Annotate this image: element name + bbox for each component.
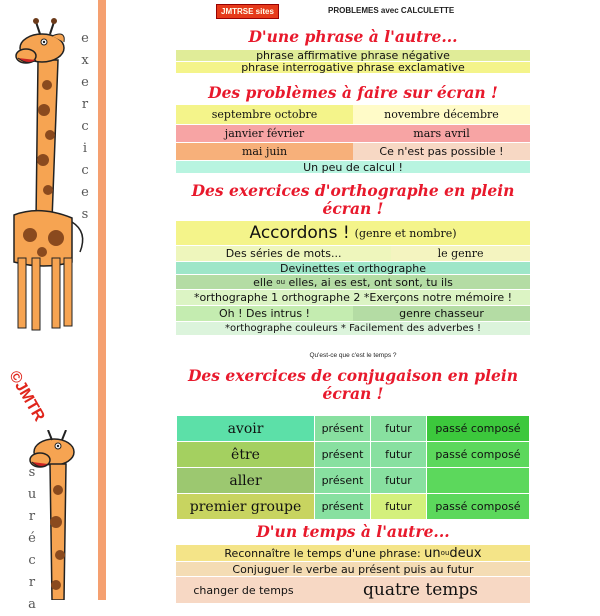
- jmtr-logo: ©JMTR: [5, 368, 48, 425]
- vtext-letter: a: [28, 597, 36, 612]
- link-novembre-decembre[interactable]: novembre décembre: [353, 105, 530, 125]
- vtext-letter: s: [28, 465, 36, 480]
- giraffe-top-illustration: [0, 0, 110, 340]
- link-changer-de-temps[interactable]: changer de temps: [176, 577, 311, 604]
- vertical-text-sur-ecran: [26, 462, 38, 616]
- avoir-passe-compose[interactable]: passé composé: [427, 416, 529, 441]
- main-content: [174, 0, 532, 604]
- link-mars-avril[interactable]: mars avril: [353, 125, 530, 143]
- link-septembre-octobre[interactable]: septembre octobre: [176, 105, 353, 125]
- verb-etre[interactable]: être: [177, 442, 314, 467]
- top-bar: [174, 0, 532, 22]
- homophones-part-a: elle: [253, 275, 277, 289]
- jmtrse-sites-link[interactable]: JMTRSE sites: [216, 4, 279, 19]
- sidebar-stripe: [98, 0, 106, 600]
- link-series-de-mots[interactable]: Des séries de mots...: [176, 246, 391, 262]
- link-qu-est-ce-que-le-temps[interactable]: Qu'est-ce que c'est le temps ?: [309, 352, 397, 359]
- link-conjuguer-present-futur[interactable]: Conjuguer le verbe au présent puis au futur: [176, 562, 530, 577]
- link-pas-possible[interactable]: Ce n'est pas possible !: [353, 143, 530, 161]
- conj-row-etre: [177, 442, 529, 467]
- giraffe-bottom-illustration: [0, 430, 110, 600]
- aller-present[interactable]: présent: [315, 468, 370, 493]
- verb-avoir[interactable]: avoir: [177, 416, 314, 441]
- vtext-letter: e: [81, 31, 89, 46]
- vtext-letter: c: [28, 553, 36, 568]
- conj-row-avoir: [177, 416, 529, 441]
- link-reconnaitre-temps[interactable]: [176, 545, 530, 562]
- accordons-note: (genre et nombre): [354, 226, 457, 240]
- link-devinettes[interactable]: Devinettes et orthographe: [176, 262, 530, 275]
- link-mai-juin[interactable]: mai juin: [176, 143, 353, 161]
- etre-present[interactable]: présent: [315, 442, 370, 467]
- vtext-letter: e: [81, 75, 89, 90]
- avoir-present[interactable]: présent: [315, 416, 370, 441]
- vertical-text-exercices: [79, 28, 91, 226]
- link-interrogative-exclamative[interactable]: phrase interrogative phrase exclamative: [176, 62, 530, 74]
- conj-row-aller: [177, 468, 529, 493]
- avoir-futur[interactable]: futur: [371, 416, 426, 441]
- section-title-problemes: Des problèmes à faire sur écran !: [208, 83, 498, 102]
- reconnaitre-text: Reconnaître le temps d'une phrase:: [224, 546, 425, 560]
- vtext-letter: s: [81, 207, 89, 222]
- aller-futur[interactable]: futur: [371, 468, 426, 493]
- vtext-letter: x: [81, 53, 89, 68]
- link-orthographe-memoire[interactable]: *orthographe 1 orthographe 2 *Exerçons notre mémoire !: [176, 290, 530, 306]
- conj-row-premier-groupe: [177, 494, 529, 519]
- verb-premier-groupe[interactable]: premier groupe: [177, 494, 314, 519]
- sidebar: [0, 0, 108, 612]
- conjugaison-table: [176, 415, 530, 520]
- reconnaitre-un: un: [424, 545, 441, 561]
- homophones-ou: ou: [276, 278, 286, 286]
- link-quatre-temps[interactable]: quatre temps: [311, 577, 530, 604]
- link-orthographe-couleurs[interactable]: *orthographe couleurs * Facilement des adverbes !: [176, 322, 530, 336]
- vtext-letter: c: [81, 163, 89, 178]
- vtext-letter: c: [81, 119, 89, 134]
- vtext-letter: é: [28, 531, 36, 546]
- problemes-calculette-link[interactable]: PROBLEMES avec CALCULETTE: [328, 6, 455, 15]
- link-affirmative-negative[interactable]: phrase affirmative phrase négative: [176, 50, 530, 62]
- link-homophones[interactable]: [176, 275, 530, 290]
- vtext-letter: e: [81, 185, 89, 200]
- etre-passe-compose[interactable]: passé composé: [427, 442, 529, 467]
- link-janvier-fevrier[interactable]: janvier février: [176, 125, 353, 143]
- section-title-orthographe: Des exercices d'orthographe en plein écran !: [191, 181, 515, 218]
- vtext-letter: r: [28, 575, 36, 590]
- link-le-genre[interactable]: le genre: [391, 246, 530, 262]
- aller-passe-compose[interactable]: .: [427, 468, 529, 493]
- vtext-letter: u: [27, 487, 37, 502]
- link-accordons[interactable]: [176, 221, 530, 246]
- section-title-temps: D'un temps à l'autre...: [256, 522, 450, 541]
- vtext-letter: i: [82, 141, 88, 156]
- etre-futur[interactable]: futur: [371, 442, 426, 467]
- premier-groupe-passe-compose[interactable]: passé composé: [427, 494, 529, 519]
- homophones-part-b: elles, ai es est, ont sont, tu ils: [285, 275, 453, 289]
- premier-groupe-futur[interactable]: futur: [371, 494, 426, 519]
- verb-aller[interactable]: aller: [177, 468, 314, 493]
- reconnaitre-ou: ou: [440, 549, 450, 557]
- link-genre-chasseur[interactable]: genre chasseur: [353, 306, 530, 322]
- accordons-label: Accordons !: [249, 223, 350, 243]
- premier-groupe-present[interactable]: présent: [315, 494, 370, 519]
- vtext-letter: r: [28, 509, 36, 524]
- reconnaitre-deux: deux: [449, 545, 482, 561]
- link-des-intrus[interactable]: Oh ! Des intrus !: [176, 306, 353, 322]
- section-title-conjugaison: Des exercices de conjugaison en plein écran !: [187, 366, 519, 403]
- link-calcul[interactable]: Un peu de calcul !: [176, 161, 530, 174]
- vtext-letter: r: [81, 97, 89, 112]
- section-title-phrase: D'une phrase à l'autre...: [248, 27, 458, 46]
